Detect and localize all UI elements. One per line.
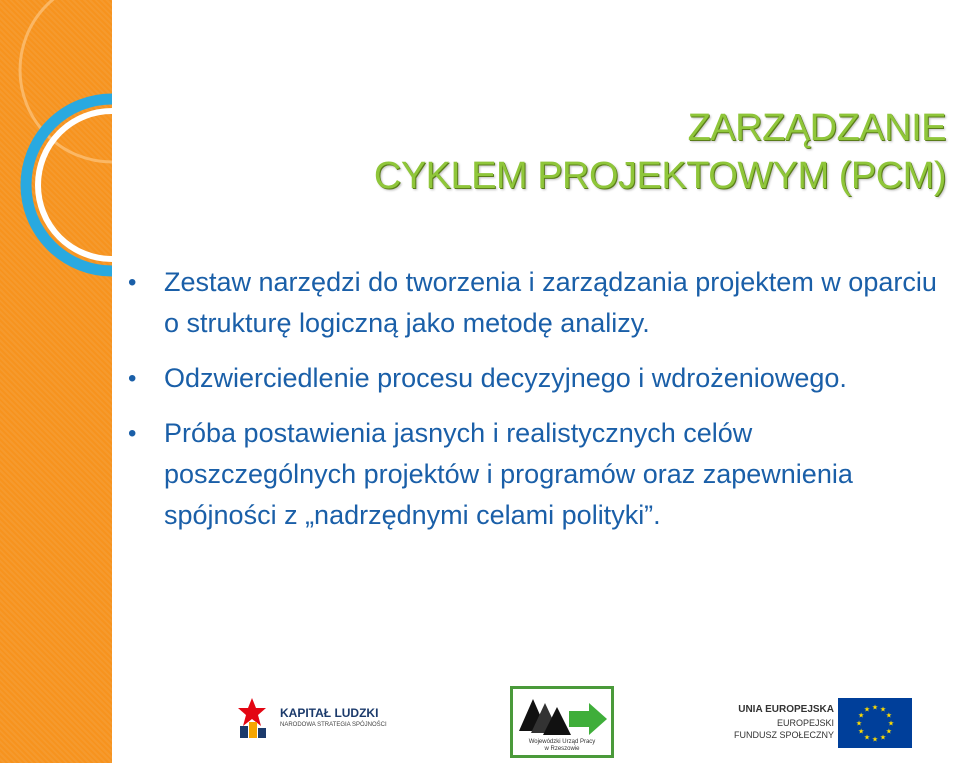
wup-emblem-icon: [513, 691, 611, 741]
title-line-1: ZARZĄDZANIE: [687, 107, 946, 149]
wup-logo: [510, 686, 614, 758]
title-line-2: CYKLEM PROJEKTOWYM (PCM): [373, 155, 946, 197]
kapital-ludzki-name: KAPITAŁ LUDZKI: [280, 706, 379, 720]
eu-star-icon: ★: [879, 706, 887, 714]
eu-star-icon: ★: [858, 728, 865, 736]
wup-caption-line-2: w Rzeszowie: [544, 746, 580, 752]
wup-caption-line-1: Wojewódzki Urząd Pracy: [528, 739, 596, 745]
logo-strip: [0, 680, 960, 763]
bullet-item: [128, 413, 948, 536]
eu-star-icon: ★: [871, 704, 879, 712]
eu-star-icon: ★: [863, 734, 871, 742]
eu-star-icon: ★: [863, 706, 871, 714]
eu-flag-icon: [838, 698, 912, 748]
eu-line-1: UNIA EUROPEJSKA: [738, 704, 834, 715]
kapital-ludzki-icon: [236, 696, 268, 740]
kapital-ludzki-subtitle: NARODOWA STRATEGIA SPÓJNOŚCI: [280, 722, 387, 728]
eu-star-icon: ★: [885, 728, 892, 736]
eu-logo: [722, 698, 922, 754]
bullet-text: Zestaw narzędzi do tworzenia i zarządzania projektem w oparciu o strukturę logiczną jako metodę analizy.: [164, 267, 937, 338]
bullet-icon: •: [128, 365, 137, 392]
eu-star-icon: ★: [879, 734, 887, 742]
eu-star-icon: ★: [855, 720, 863, 728]
eu-line-2: EUROPEJSKI: [776, 718, 834, 728]
bullet-item: [128, 358, 948, 399]
bullet-text: Próba postawienia jasnych i realistycznych celów poszczególnych projektów i programów oraz zapewnienia spójności z „nadrzędnymi celami polityki”.: [164, 418, 853, 530]
kapital-ludzki-logo: [236, 696, 386, 740]
bullet-list: [128, 262, 948, 550]
eu-star-icon: ★: [885, 712, 892, 720]
decorative-rings: [0, 0, 112, 763]
eu-stars-icon: [838, 698, 912, 748]
eu-line-3: FUNDUSZ SPOŁECZNY: [733, 730, 834, 740]
bullet-item: [128, 262, 948, 344]
eu-star-icon: ★: [871, 736, 879, 744]
bullet-icon: •: [128, 420, 137, 447]
bullet-text: Odzwierciedlenie procesu decyzyjnego i wdrożeniowego.: [164, 363, 847, 393]
slide-title: [374, 104, 946, 200]
bullet-icon: •: [128, 269, 137, 296]
wup-caption: [513, 739, 611, 753]
eu-star-icon: ★: [887, 720, 895, 728]
decorative-side-bar: [0, 0, 112, 763]
eu-star-icon: ★: [858, 712, 865, 720]
